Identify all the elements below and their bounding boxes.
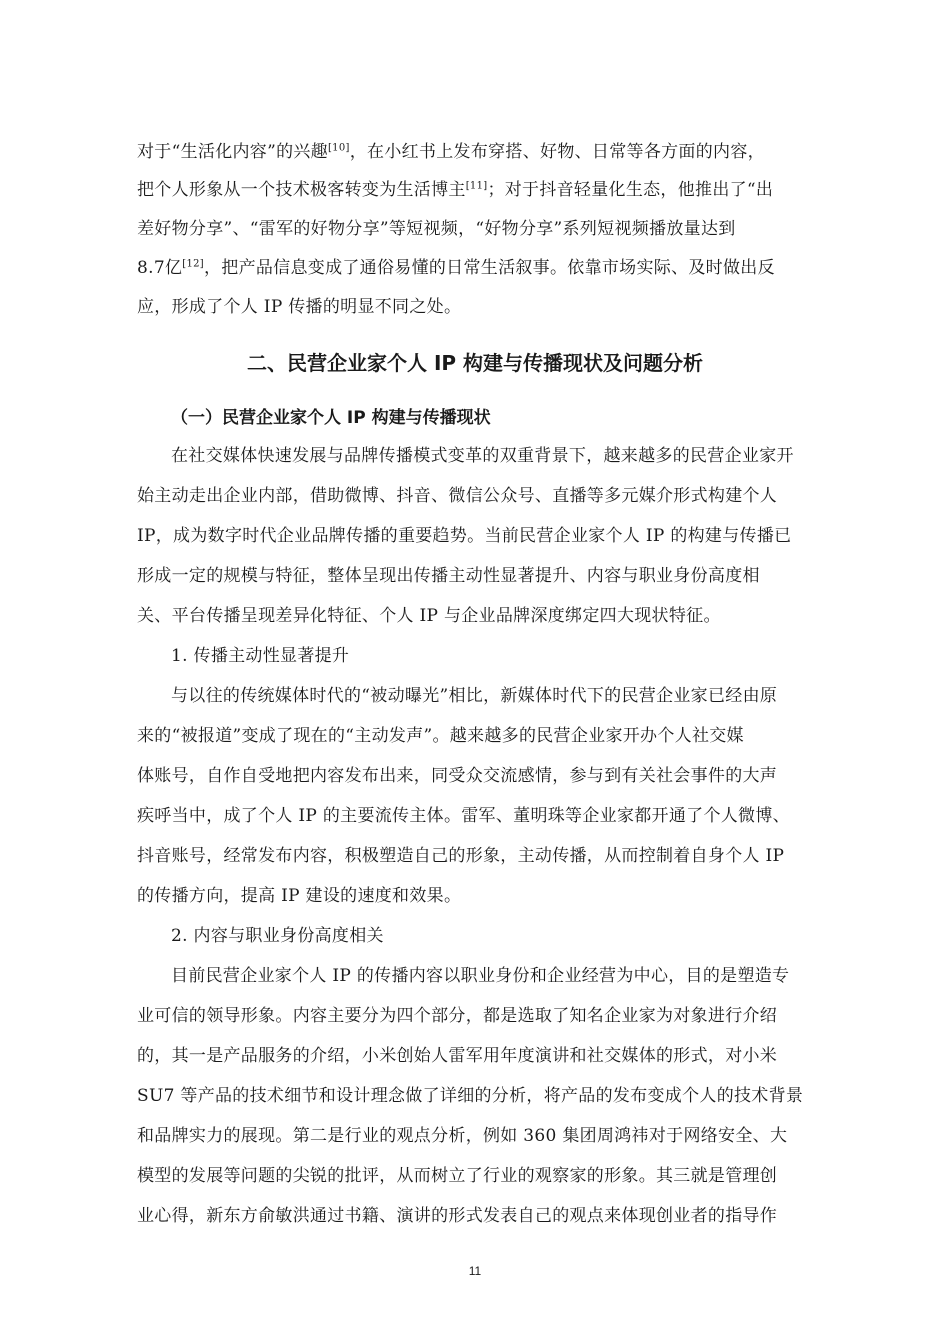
item1-title: 1. 传播主动性显著提升 <box>171 646 350 666</box>
para2-line-5: 抖音账号，经常发布内容，积极塑造自己的形象，主动传播，从而控制着自身个人 IP <box>137 846 785 866</box>
para2-line-4: 疾呼当中，成了个人 IP 的主要流传主体。雷军、董明珠等企业家都开通了个人微博、 <box>137 806 790 826</box>
para1-line-1: 在社交媒体快速发展与品牌传播模式变革的双重背景下，越来越多的民营企业家开 <box>171 446 794 466</box>
para1-line-3: IP，成为数字时代企业品牌传播的重要趋势。当前民营企业家个人 IP 的构建与传播已 <box>137 526 792 546</box>
para2-line-6: 的传播方向，提高 IP 建设的速度和效果。 <box>137 886 462 906</box>
para3-line-7: 业心得，新东方俞敏洪通过书籍、演讲的形式发表自己的观点来体现创业者的指导作 <box>137 1206 778 1226</box>
item2-title: 2. 内容与职业身份高度相关 <box>171 926 384 946</box>
subsection-heading: （一）民营企业家个人 IP 构建与传播现状 <box>171 408 491 428</box>
para1-line-4: 形成一定的规模与特征，整体呈现出传播主动性显著提升、内容与职业身份高度相 <box>137 566 760 586</box>
para1-line-5: 关、平台传播呈现差异化特征、个人 IP 与企业品牌深度绑定四大现状特征。 <box>137 606 721 626</box>
para3-line-6: 模型的发展等问题的尖锐的批评，从而树立了行业的观察家的形象。其三就是管理创 <box>137 1166 778 1186</box>
para2-line-1: 与以往的传统媒体时代的“被动曝光”相比，新媒体时代下的民营企业家已经由原 <box>171 686 778 706</box>
para3-line-5: 和品牌实力的展现。第二是行业的观点分析，例如 360 集团周鸿祎对于网络安全、大 <box>137 1126 788 1146</box>
section-heading: 二、民营企业家个人 IP 构建与传播现状及问题分析 <box>246 351 704 375</box>
para3-line-1: 目前民营企业家个人 IP 的传播内容以职业身份和企业经营为中心，目的是塑造专 <box>171 966 790 986</box>
para2-line-3: 体账号，自作自受地把内容发布出来，同受众交流感情，参与到有关社会事件的大声 <box>137 766 778 786</box>
intro-line-5: 应，形成了个人 IP 传播的明显不同之处。 <box>137 297 462 317</box>
para3-line-3: 的，其一是产品服务的介绍，小米创始人雷军用年度演讲和社交媒体的形式，对小米 <box>137 1046 778 1066</box>
intro-line-1: 对于“生活化内容”的兴趣[10]，在小红书上发布穿搭、好物、日常等各方面的内容， <box>137 142 765 162</box>
intro-line-3: 差好物分享”、“雷军的好物分享”等短视频，“好物分享”系列短视频播放量达到 <box>137 219 736 239</box>
para3-line-4: SU7 等产品的技术细节和设计理念做了详细的分析，将产品的发布变成个人的技术背景 <box>137 1086 804 1106</box>
page-number: 11 <box>468 1264 482 1278</box>
para3-line-2: 业可信的领导形象。内容主要分为四个部分，都是选取了知名企业家为对象进行介绍 <box>137 1006 778 1026</box>
para1-line-2: 始主动走出企业内部，借助微博、抖音、微信公众号、直播等多元媒介形式构建个人 <box>137 486 778 506</box>
intro-line-4: 8.7亿[12]，把产品信息变成了通俗易懂的日常生活叙事。依靠市场实际、及时做出反 <box>137 258 775 278</box>
intro-line-2: 把个人形象从一个技术极客转变为生活博主[11]；对于抖音轻量化生态，他推出了“出 <box>137 180 774 200</box>
para2-line-2: 来的“被报道”变成了现在的“主动发声”。越来越多的民营企业家开办个人社交媒 <box>137 726 744 746</box>
